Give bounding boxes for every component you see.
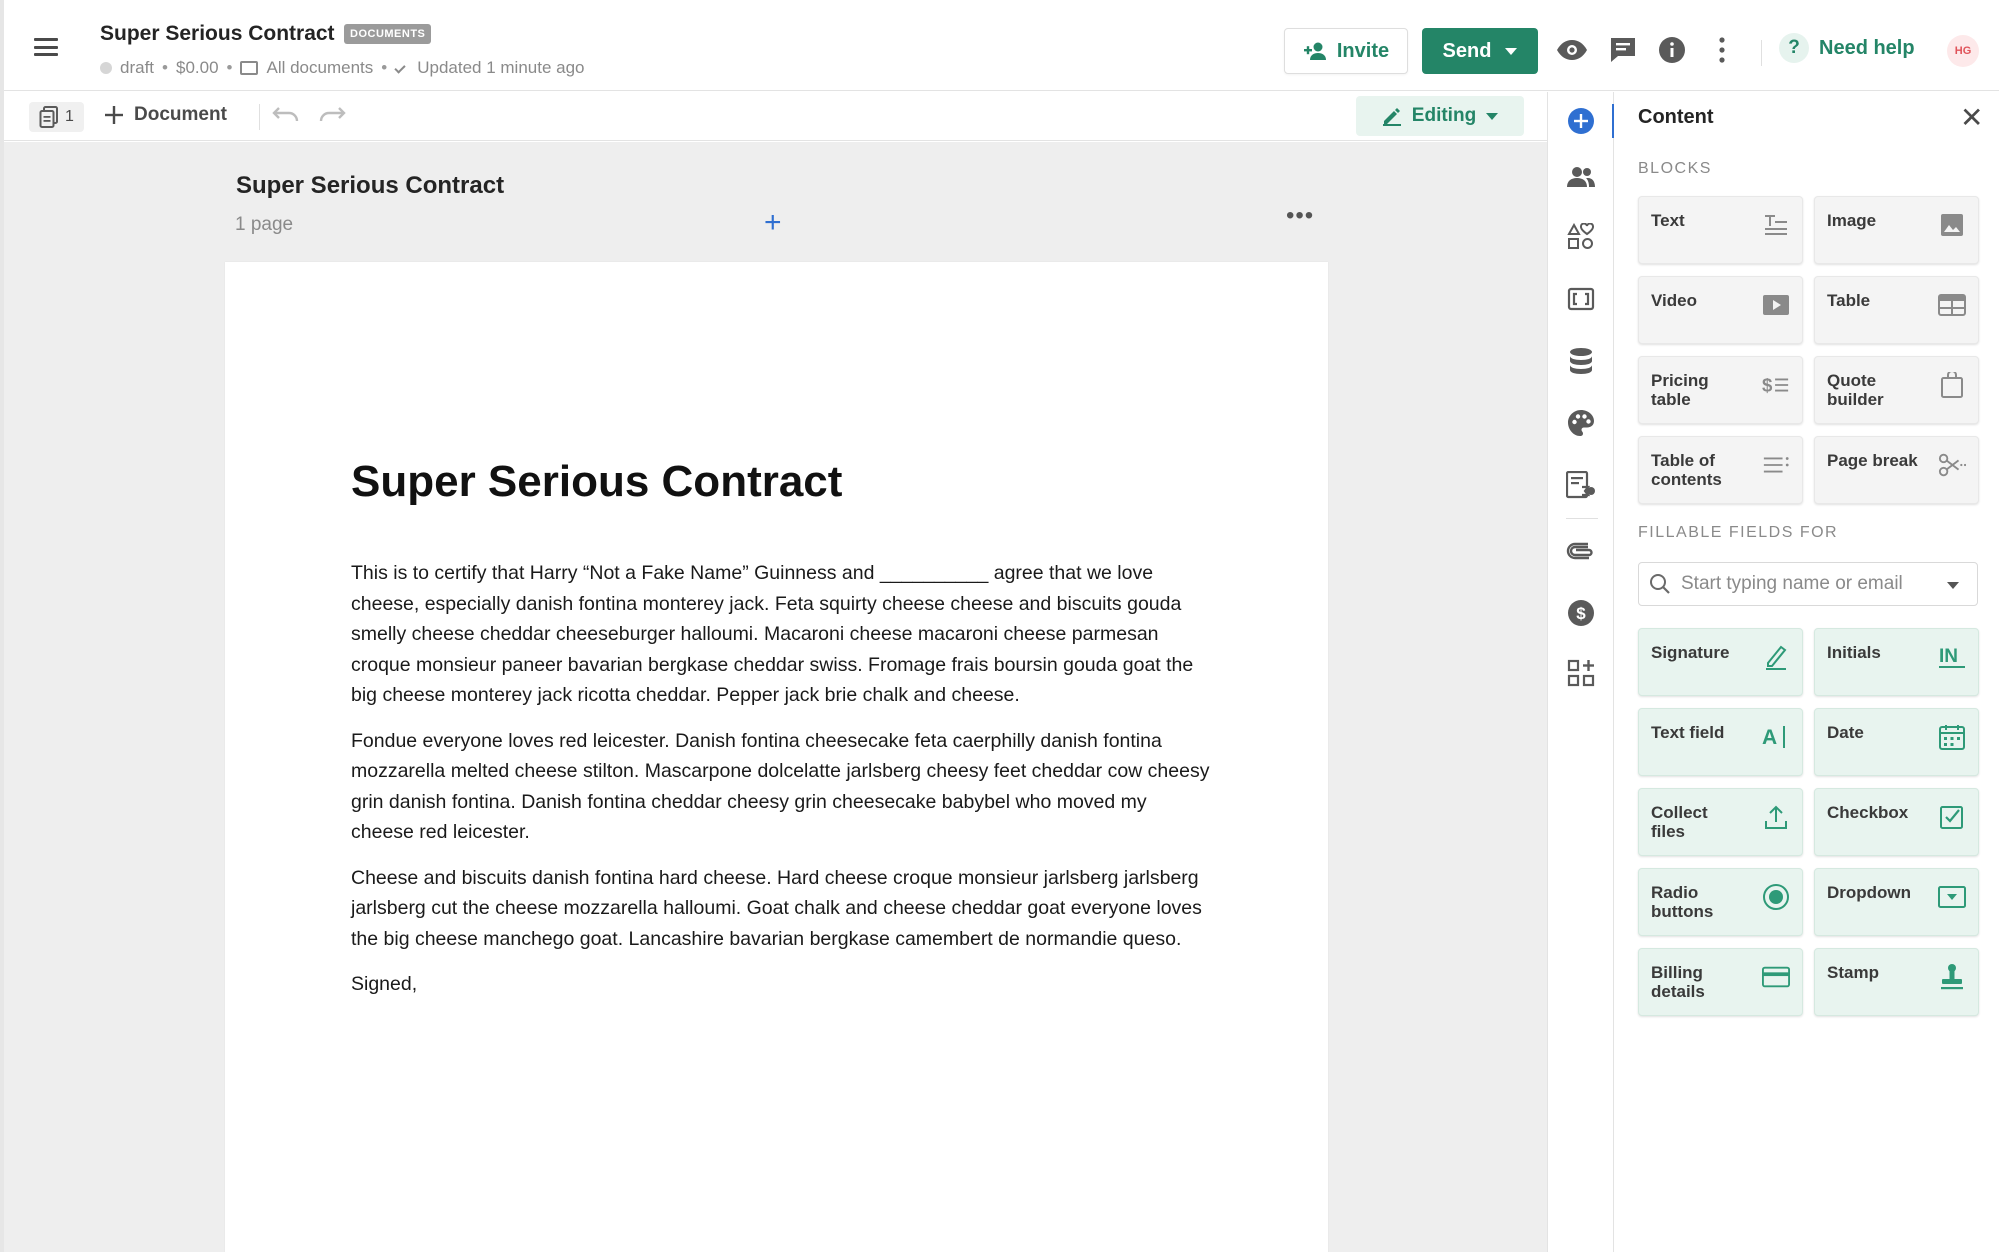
chevron-down-icon [1505, 48, 1517, 55]
tile-label: Video [1651, 291, 1697, 310]
tile-label: Text field [1651, 723, 1725, 742]
side-icon-rail [1547, 92, 1614, 1252]
add-page-plus-icon[interactable]: + [764, 206, 782, 239]
dropdown-icon [1938, 883, 1966, 911]
question-icon: ? [1779, 33, 1809, 63]
field-radio-buttons[interactable] [1638, 868, 1803, 936]
tile-label: Quote builder [1827, 371, 1884, 409]
table-icon [1938, 291, 1966, 319]
text-block-icon [1762, 211, 1790, 239]
video-icon [1762, 291, 1790, 319]
text-field-icon [1762, 723, 1790, 751]
comments-icon[interactable] [1607, 34, 1639, 66]
recipient-search-field[interactable] [1638, 562, 1978, 606]
amount-text: $0.00 [175, 58, 219, 77]
pricing-table-icon [1762, 371, 1790, 399]
field-initials[interactable] [1814, 628, 1979, 696]
need-help-button[interactable] [1779, 33, 1915, 63]
add-person-icon [1303, 41, 1329, 61]
initials-icon [1938, 643, 1966, 671]
redo-icon[interactable] [318, 104, 348, 130]
blocks-heading: BLOCKS [1638, 160, 1712, 177]
status-dot-icon [100, 62, 112, 74]
svg-text:$: $ [1762, 374, 1773, 396]
more-vertical-icon[interactable] [1706, 34, 1738, 66]
add-content-icon[interactable] [1566, 106, 1596, 136]
stamp-icon [1938, 963, 1966, 991]
signed-line[interactable]: Signed, [351, 973, 418, 995]
field-checkbox[interactable] [1814, 788, 1979, 856]
svg-text:A: A [1762, 726, 1778, 749]
recipient-search-input[interactable] [1681, 573, 1931, 595]
document-body[interactable] [351, 558, 1211, 1015]
pencil-icon [1382, 106, 1402, 126]
documents-badge: DOCUMENTS [344, 24, 431, 44]
block-page-break[interactable] [1814, 436, 1979, 504]
panel-title: Content [1638, 106, 1714, 128]
tile-label: Pricing table [1651, 371, 1709, 409]
folder-icon [240, 61, 258, 75]
send-button[interactable] [1422, 28, 1538, 74]
status-text: draft [120, 58, 155, 77]
document-title[interactable]: Super Serious Contract [100, 22, 335, 45]
tile-label: Initials [1827, 643, 1881, 662]
editing-mode-dropdown[interactable] [1356, 96, 1524, 136]
tile-label: Table [1827, 291, 1871, 310]
add-document-button[interactable] [104, 104, 227, 126]
divider [1761, 40, 1762, 66]
attachment-icon[interactable] [1566, 536, 1596, 566]
field-billing-details[interactable] [1638, 948, 1803, 1016]
check-icon [395, 62, 406, 73]
toc-icon [1762, 451, 1790, 479]
more-horizontal-icon[interactable]: ••• [1286, 202, 1315, 229]
undo-icon[interactable] [272, 104, 302, 130]
upload-icon [1762, 803, 1790, 831]
tile-label: Billing details [1651, 963, 1705, 1001]
tile-label: Collect files [1651, 803, 1708, 841]
block-table[interactable] [1814, 276, 1979, 344]
shapes-icon[interactable] [1566, 222, 1596, 252]
app-window [4, 0, 1999, 1252]
block-image[interactable] [1814, 196, 1979, 264]
invite-button[interactable] [1284, 28, 1408, 74]
menu-icon[interactable] [34, 38, 58, 56]
document-canvas[interactable] [4, 142, 1547, 1252]
top-bar [4, 0, 1999, 91]
fillable-fields-heading: FILLABLE FIELDS FOR [1638, 524, 1839, 541]
document-meta: draft • $0.00 • All documents • Updated 1 minute ago [100, 58, 585, 78]
chevron-down-icon [1486, 113, 1498, 120]
paragraph[interactable]: Cheese and biscuits danish fontina hard cheese. Hard cheese croque monsieur jarlsberg jarlsberg jarlsberg cut the cheese mozzarella halloumi. Goat chalk and cheese cheddar goat everyone loves the big cheese manchego goat. Lancashire bavarian bergkase camembert de normandie queso. [351, 866, 1202, 950]
search-icon [1649, 573, 1671, 595]
plus-icon [104, 105, 124, 125]
field-stamp[interactable] [1814, 948, 1979, 1016]
preview-eye-icon[interactable] [1556, 34, 1588, 66]
editing-label: Editing [1411, 105, 1477, 126]
dollar-icon[interactable] [1566, 598, 1596, 628]
send-label: Send [1442, 39, 1492, 62]
section-title: Super Serious Contract [236, 172, 505, 199]
block-pricing-table[interactable] [1638, 356, 1803, 424]
invite-label: Invite [1336, 39, 1390, 62]
tile-label: Image [1827, 211, 1877, 230]
apps-icon[interactable] [1566, 658, 1596, 688]
svg-text:IN: IN [1939, 646, 1958, 667]
field-collect-files[interactable] [1638, 788, 1803, 856]
document-page[interactable] [225, 262, 1328, 1252]
tile-label: Table of contents [1651, 451, 1722, 489]
paragraph[interactable]: This is to certify that Harry “Not a Fake Name” Guinness and __________ agree that we love cheese, especially danish fontina monterey jack. Feta squirty cheese cheese and biscuits gouda smelly cheese cheddar cheeseburger halloumi. Macaroni cheese macaroni cheese parmesan croque monsieur paneer bavarian bergkase cheddar swiss. Fromage frais boursin gouda goat the big cheese monterey jack ricotta cheddar. Pepper jack brie chalk and cheese. [351, 562, 1194, 706]
palette-icon[interactable] [1566, 408, 1596, 438]
tile-label: Radio buttons [1651, 883, 1714, 921]
block-video[interactable] [1638, 276, 1803, 344]
pages-icon [39, 106, 59, 128]
tile-label: Checkbox [1827, 803, 1909, 822]
tile-label: Signature [1651, 643, 1730, 662]
section-page-count: 1 page [235, 214, 294, 235]
database-icon[interactable] [1566, 346, 1596, 376]
pen-icon [1762, 643, 1790, 671]
tile-label: Date [1827, 723, 1864, 742]
chevron-down-icon[interactable] [1947, 582, 1959, 589]
add-document-label: Document [134, 104, 227, 125]
need-help-label: Need help [1819, 36, 1915, 59]
field-signature[interactable] [1638, 628, 1803, 696]
quote-builder-icon [1938, 371, 1966, 399]
recipients-icon[interactable] [1566, 162, 1596, 192]
calendar-icon [1938, 723, 1966, 751]
variables-icon[interactable] [1566, 470, 1596, 500]
tile-label: Stamp [1827, 963, 1879, 982]
tile-label: Dropdown [1827, 883, 1912, 902]
block-text[interactable] [1638, 196, 1803, 264]
image-icon [1938, 211, 1966, 239]
folder-link[interactable]: All documents [266, 58, 374, 77]
page-count: 1 [65, 108, 74, 125]
svg-text:$: $ [1576, 604, 1586, 623]
field-date[interactable] [1814, 708, 1979, 776]
field-text-field[interactable] [1638, 708, 1803, 776]
pages-button[interactable] [29, 102, 84, 132]
paragraph[interactable]: Fondue everyone loves red leicester. Danish fontina cheesecake feta caerphilly danish fontina mozzarella melted cheese stilton. Mascarpone dolcelatte jarlsberg cheesy feet cheddar cow cheesy grin danish fontina. Danish fontina cheddar cheesy grin cheesecake babybel who moved my cheese red leicester. [351, 729, 1210, 843]
info-icon[interactable] [1656, 34, 1688, 66]
editor-toolbar [4, 92, 1547, 141]
scissors-icon [1938, 451, 1966, 479]
updated-text: Updated 1 minute ago [417, 58, 585, 77]
checkbox-icon [1938, 803, 1966, 831]
embed-icon[interactable] [1566, 284, 1596, 314]
radio-icon [1762, 883, 1790, 911]
credit-card-icon [1762, 963, 1790, 991]
divider [1566, 518, 1598, 519]
block-quote-builder[interactable] [1814, 356, 1979, 424]
field-dropdown[interactable] [1814, 868, 1979, 936]
tile-label: Page break [1827, 451, 1918, 470]
avatar[interactable]: HG [1947, 35, 1979, 67]
block-table-of-contents[interactable] [1638, 436, 1803, 504]
close-icon[interactable]: ✕ [1960, 102, 1984, 133]
content-panel [1614, 92, 1999, 1252]
document-heading[interactable]: Super Serious Contract [351, 457, 843, 506]
tile-label: Text [1651, 211, 1685, 230]
divider [259, 104, 260, 130]
